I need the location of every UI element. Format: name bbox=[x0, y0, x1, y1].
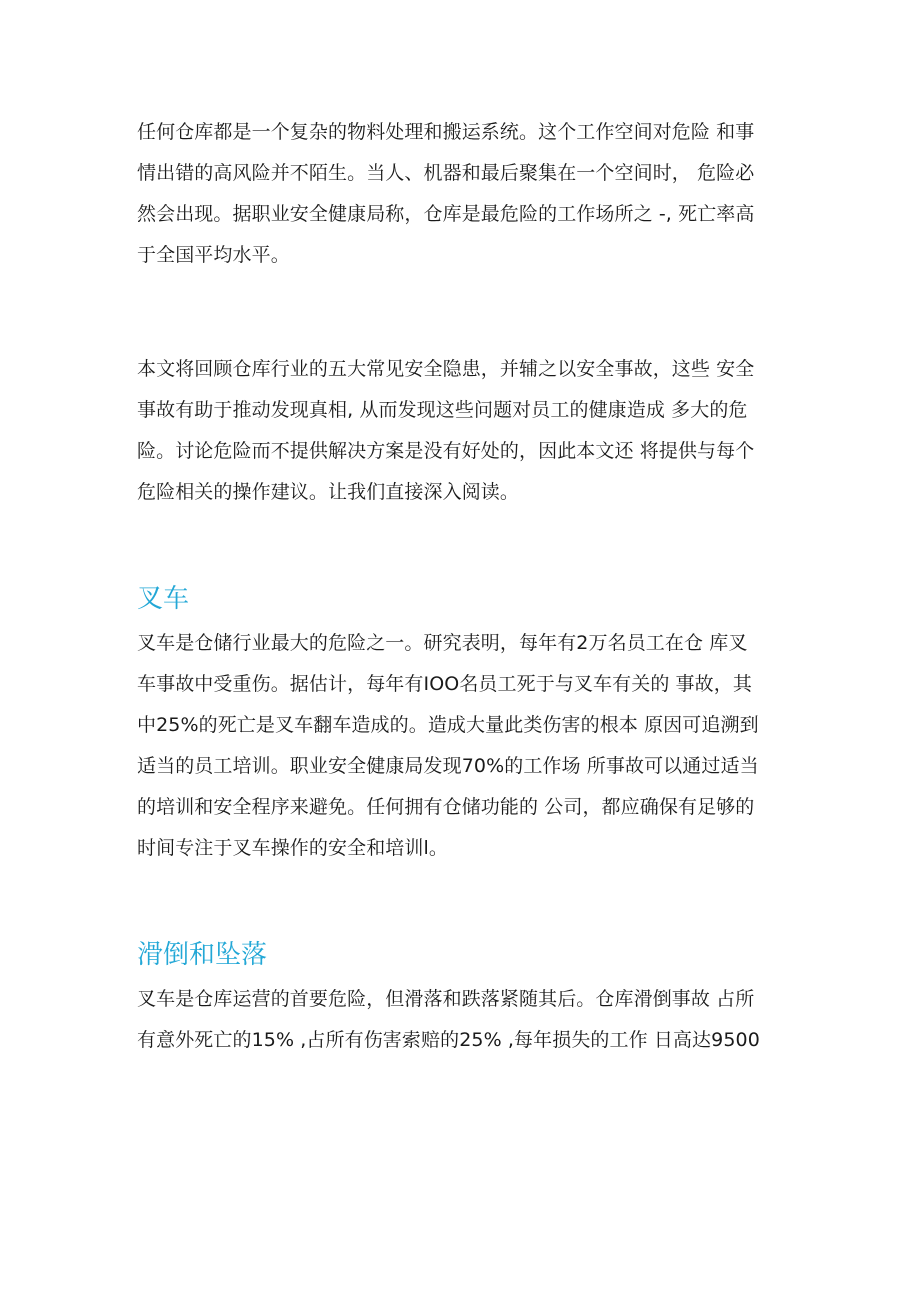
text-line: 叉车是仓库运营的首要危险，但滑落和跌落紧随其后。仓库滑倒事故 占所 bbox=[137, 988, 755, 1010]
text-line: 适当的员工培训。职业安全健康局发现70%的工作场 所事故可以通过适当 bbox=[137, 755, 759, 777]
section-heading: 叉车 bbox=[137, 584, 190, 614]
text-line: 情出错的高风险并不陌生。当人、机器和最后聚集在一个空间时， 危险必 bbox=[137, 162, 755, 184]
section-paragraph bbox=[137, 979, 787, 1061]
text-line: 危险相关的操作建议。让我们直接深入阅读。 bbox=[137, 481, 520, 503]
text-line: 中25%的死亡是叉车翻车造成的。造成大量此类伤害的根本 原因可追溯到 bbox=[137, 714, 759, 736]
text-line: 然会出现。据职业安全健康局称，仓库是最危险的工作场所之 -, 死亡率高 bbox=[137, 203, 755, 225]
text-line: 本文将回顾仓库行业的五大常见安全隐患，并辅之以安全事故，这些 安全 bbox=[137, 358, 755, 380]
text-line: 时间专注于叉车操作的安全和培训l。 bbox=[137, 837, 448, 859]
section-heading: 滑倒和坠落 bbox=[137, 940, 268, 970]
text-line: 任何仓库都是一个复杂的物料处理和搬运系统。这个工作空间对危险 和事 bbox=[137, 121, 755, 143]
text-line: 车事故中受重伤。据估计，每年有IOO名员工死于与叉车有关的 事故，其 bbox=[137, 673, 752, 695]
document-body bbox=[137, 112, 787, 1061]
text-line: 叉车是仓储行业最大的危险之一。研究表明，每年有2万名员工在仓 库叉 bbox=[137, 632, 748, 654]
overview-paragraph bbox=[137, 349, 787, 513]
text-line: 的培训和安全程序来避免。任何拥有仓储功能的 公司，都应确保有足够的 bbox=[137, 796, 755, 818]
intro-paragraph bbox=[137, 112, 787, 276]
text-line: 有意外死亡的15% ,占所有伤害索赔的25% ,每年损失的工作 日高达9500 bbox=[137, 1029, 760, 1051]
text-line: 险。讨论危险而不提供解决方案是没有好处的，因此本文还 将提供与每个 bbox=[137, 440, 755, 462]
text-line: 事故有助于推动发现真相, 从而发现这些问题对员工的健康造成 多大的危 bbox=[137, 399, 748, 421]
section-paragraph bbox=[137, 623, 787, 869]
section-forklift bbox=[137, 575, 787, 869]
text-line: 于全国平均水平。 bbox=[137, 244, 290, 266]
section-slips-falls bbox=[137, 931, 787, 1061]
